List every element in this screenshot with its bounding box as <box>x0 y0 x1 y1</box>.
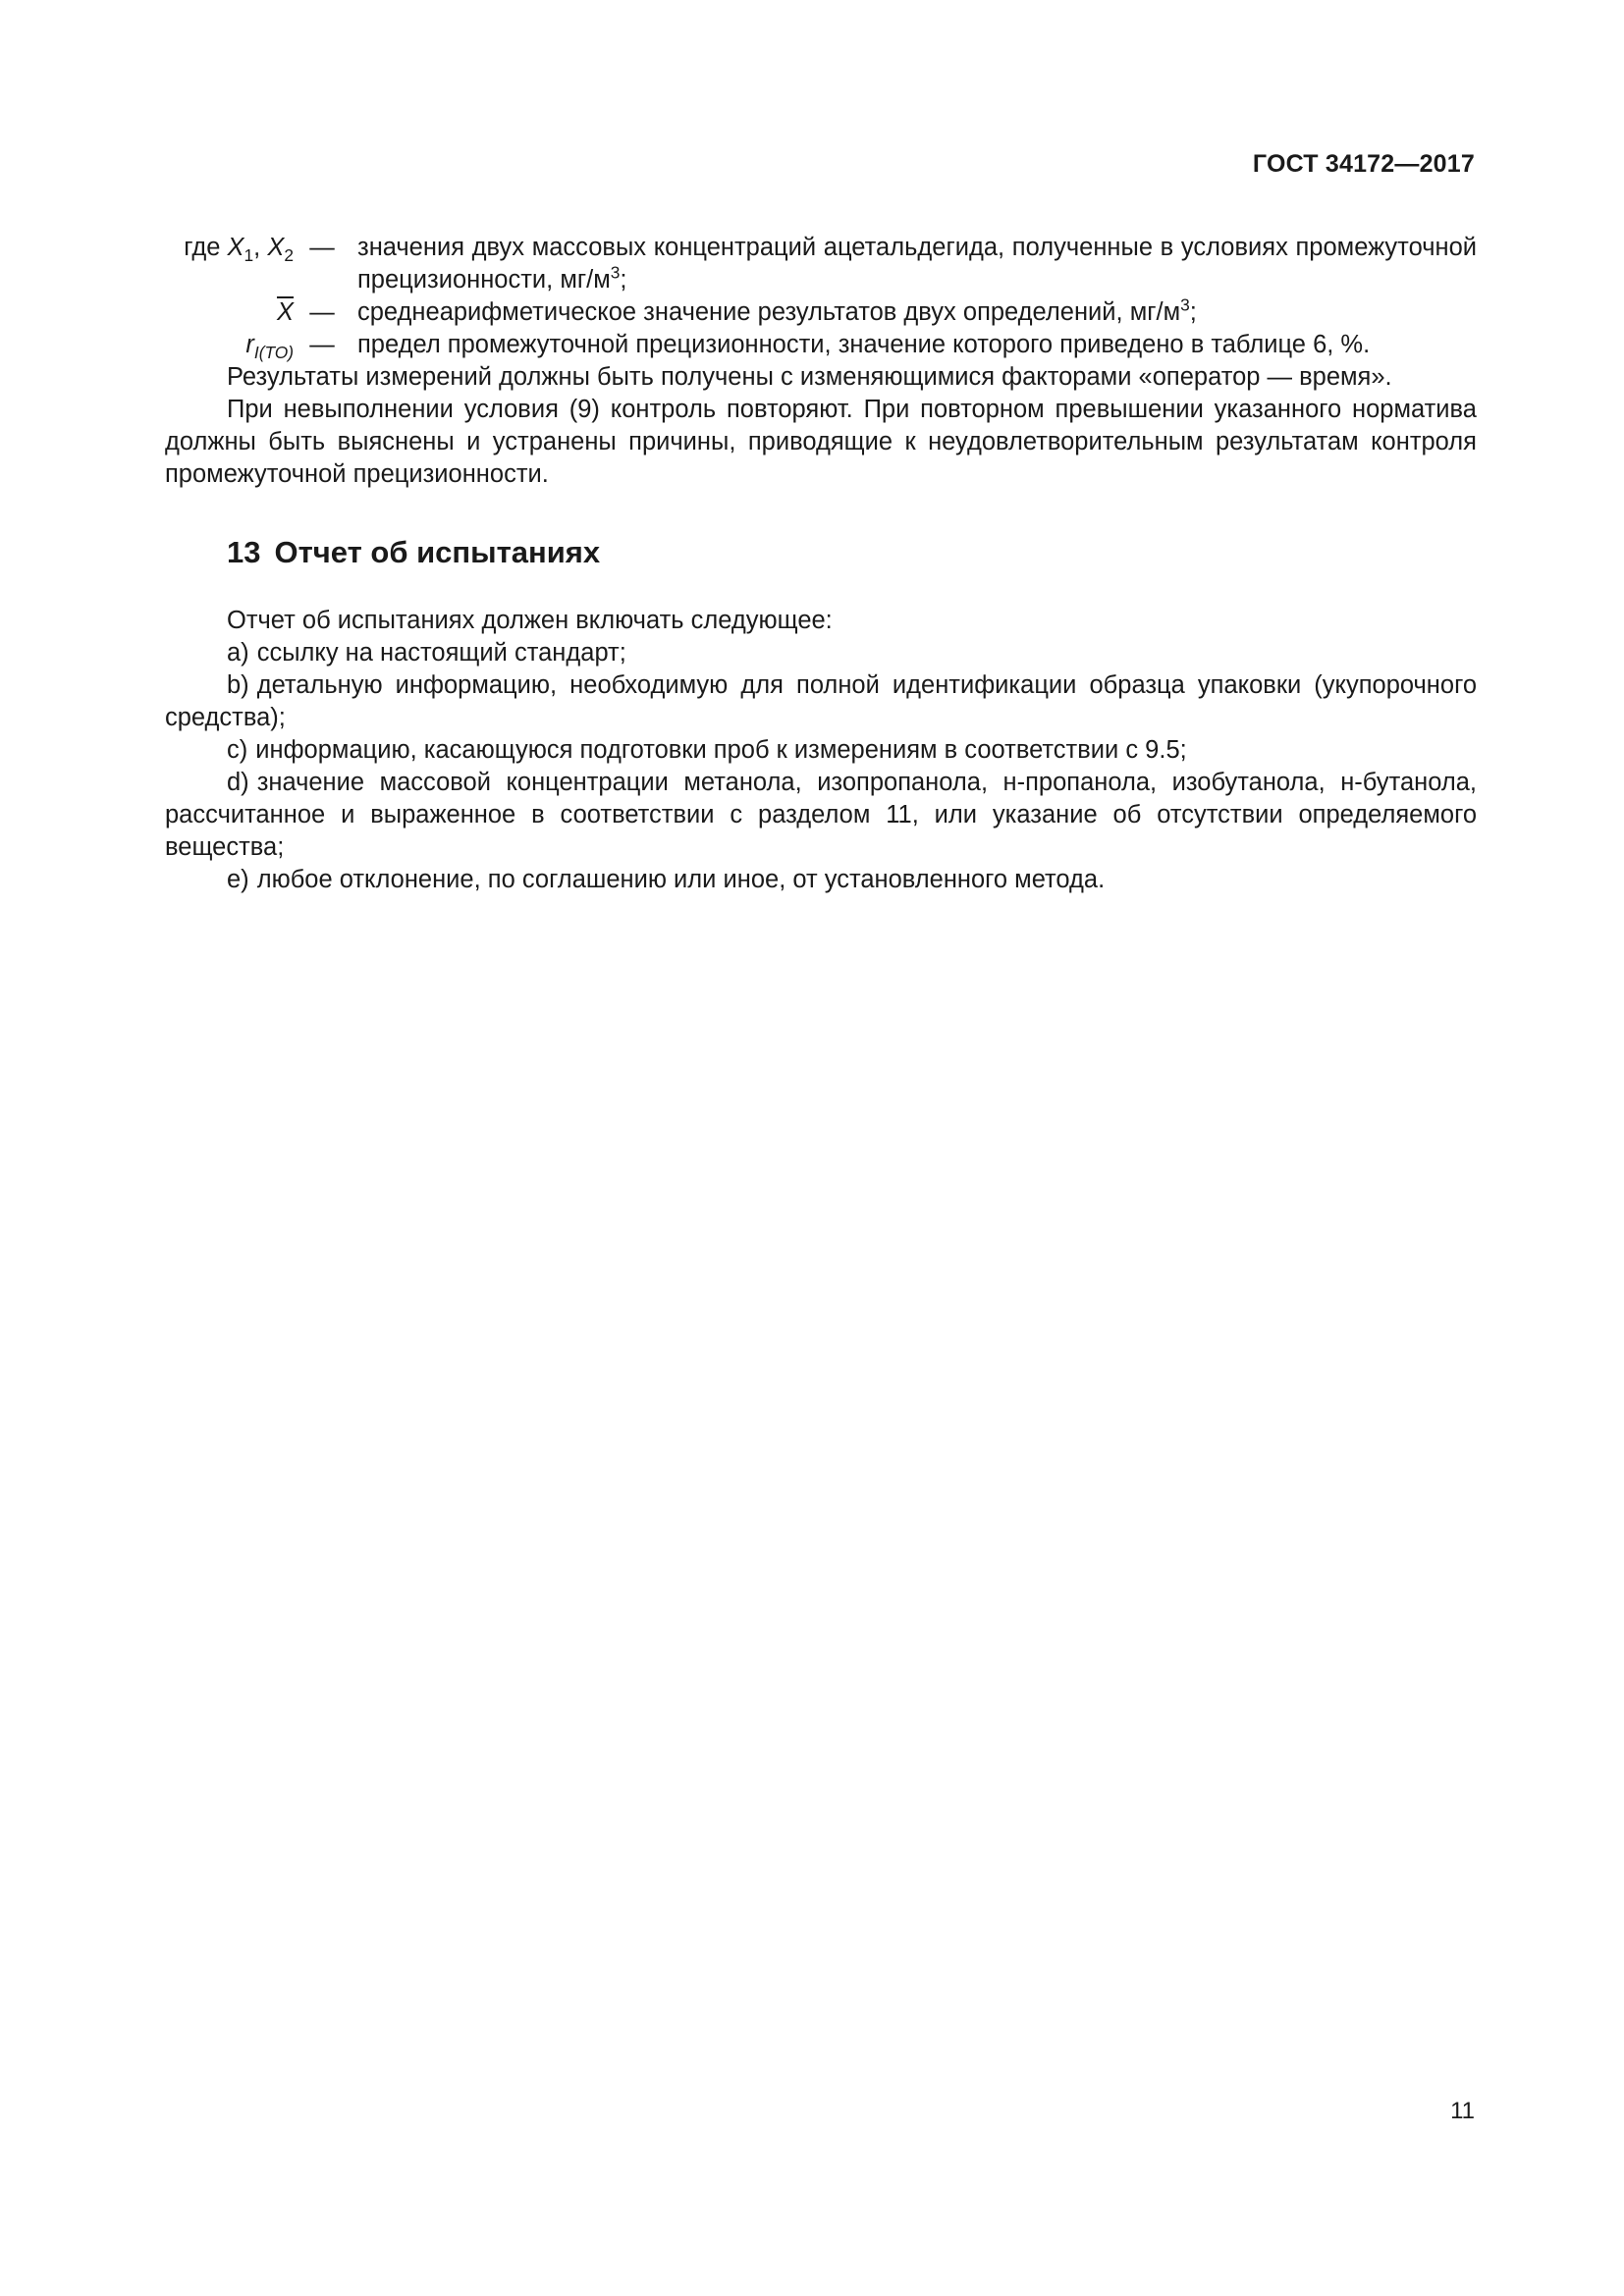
list-item <box>165 864 1477 896</box>
definition-symbol <box>165 296 294 329</box>
list-item <box>165 669 1477 734</box>
symbol-separator: , <box>253 234 268 261</box>
section-number: 13 <box>227 535 261 569</box>
document-id: ГОСТ 34172—2017 <box>1252 150 1475 178</box>
symbol-r: r <box>245 331 254 358</box>
unit-superscript: 3 <box>610 262 621 283</box>
definitions-block <box>165 232 1477 361</box>
section-body <box>165 605 1477 896</box>
definition-dash: — <box>309 331 335 358</box>
paragraph: Результаты измерений должны быть получены с изменяющимися факторами «оператор — время». <box>227 363 1392 391</box>
definition-text <box>351 232 1477 296</box>
list-marker: b) <box>227 671 249 699</box>
definition-text-main: предел промежуточной прецизионности, значение которого приведено в таблице 6, %. <box>357 331 1371 358</box>
definition-dash: — <box>309 234 335 261</box>
symbol-x-mean: $\overline{X}$ <box>276 298 294 326</box>
page-content <box>165 232 1477 896</box>
definition-dash: — <box>309 298 335 326</box>
list-item <box>165 637 1477 669</box>
definition-symbol <box>165 329 294 361</box>
paragraph: При невыполнении условия (9) контроль повторяют. При повторном превышении указанного норматива должны быть выяснены и устранены причины, приводящие к неудовлетворительным результатам контроля промежуточной прецизионности. <box>165 396 1477 488</box>
section-title: Отчет об испытаниях <box>274 535 601 569</box>
page-number: 11 <box>1450 2098 1475 2124</box>
list-text: ссылку на настоящий стандарт; <box>256 639 626 667</box>
unit-superscript: 3 <box>1180 294 1190 315</box>
section-heading <box>227 534 1477 571</box>
symbol-x1: X <box>227 234 244 261</box>
symbol-x1-subscript: 1 <box>244 245 254 266</box>
definition-text-main: значения двух массовых концентраций ацетальдегида, полученные в условиях промежуточной прецизионности, мг/м <box>357 234 1477 294</box>
definition-text <box>351 296 1477 329</box>
symbol-x2: X <box>267 234 285 261</box>
definition-text-tail: ; <box>620 266 627 294</box>
list-text: любое отклонение, по соглашению или иное, от установленного метода. <box>256 866 1106 893</box>
list-item <box>165 734 1477 767</box>
definition-row <box>165 232 1477 296</box>
list-marker: d) <box>227 769 249 796</box>
definition-row <box>165 329 1477 361</box>
definition-text-tail: ; <box>1189 298 1197 326</box>
symbol-r-subscript: I(TO) <box>253 343 294 363</box>
definition-row <box>165 296 1477 329</box>
list-text: информацию, касающуюся подготовки проб к измерениям в соответствии с 9.5; <box>255 736 1187 764</box>
definition-text-main: среднеарифметическое значение результатов двух определений, мг/м <box>357 298 1181 326</box>
list-marker: c) <box>227 736 248 764</box>
list-marker: а) <box>227 639 249 667</box>
definition-symbol <box>165 232 294 264</box>
where-word: где <box>184 234 221 261</box>
list-text: значение массовой концентрации метанола, изопропанола, н-пропанола, изобутанола, н-бутанола, рассчитанное и выраженное в соответствии с разделом 11, или указание об отсутствии определяемого вещества; <box>165 769 1477 861</box>
list-item <box>165 767 1477 864</box>
section-intro: Отчет об испытаниях должен включать следующее: <box>227 607 833 634</box>
list-marker: е) <box>227 866 249 893</box>
definition-text <box>351 329 1477 361</box>
list-text: детальную информацию, необходимую для полной идентификации образца упаковки (укупорочного средства); <box>165 671 1477 731</box>
symbol-x2-subscript: 2 <box>284 245 294 266</box>
